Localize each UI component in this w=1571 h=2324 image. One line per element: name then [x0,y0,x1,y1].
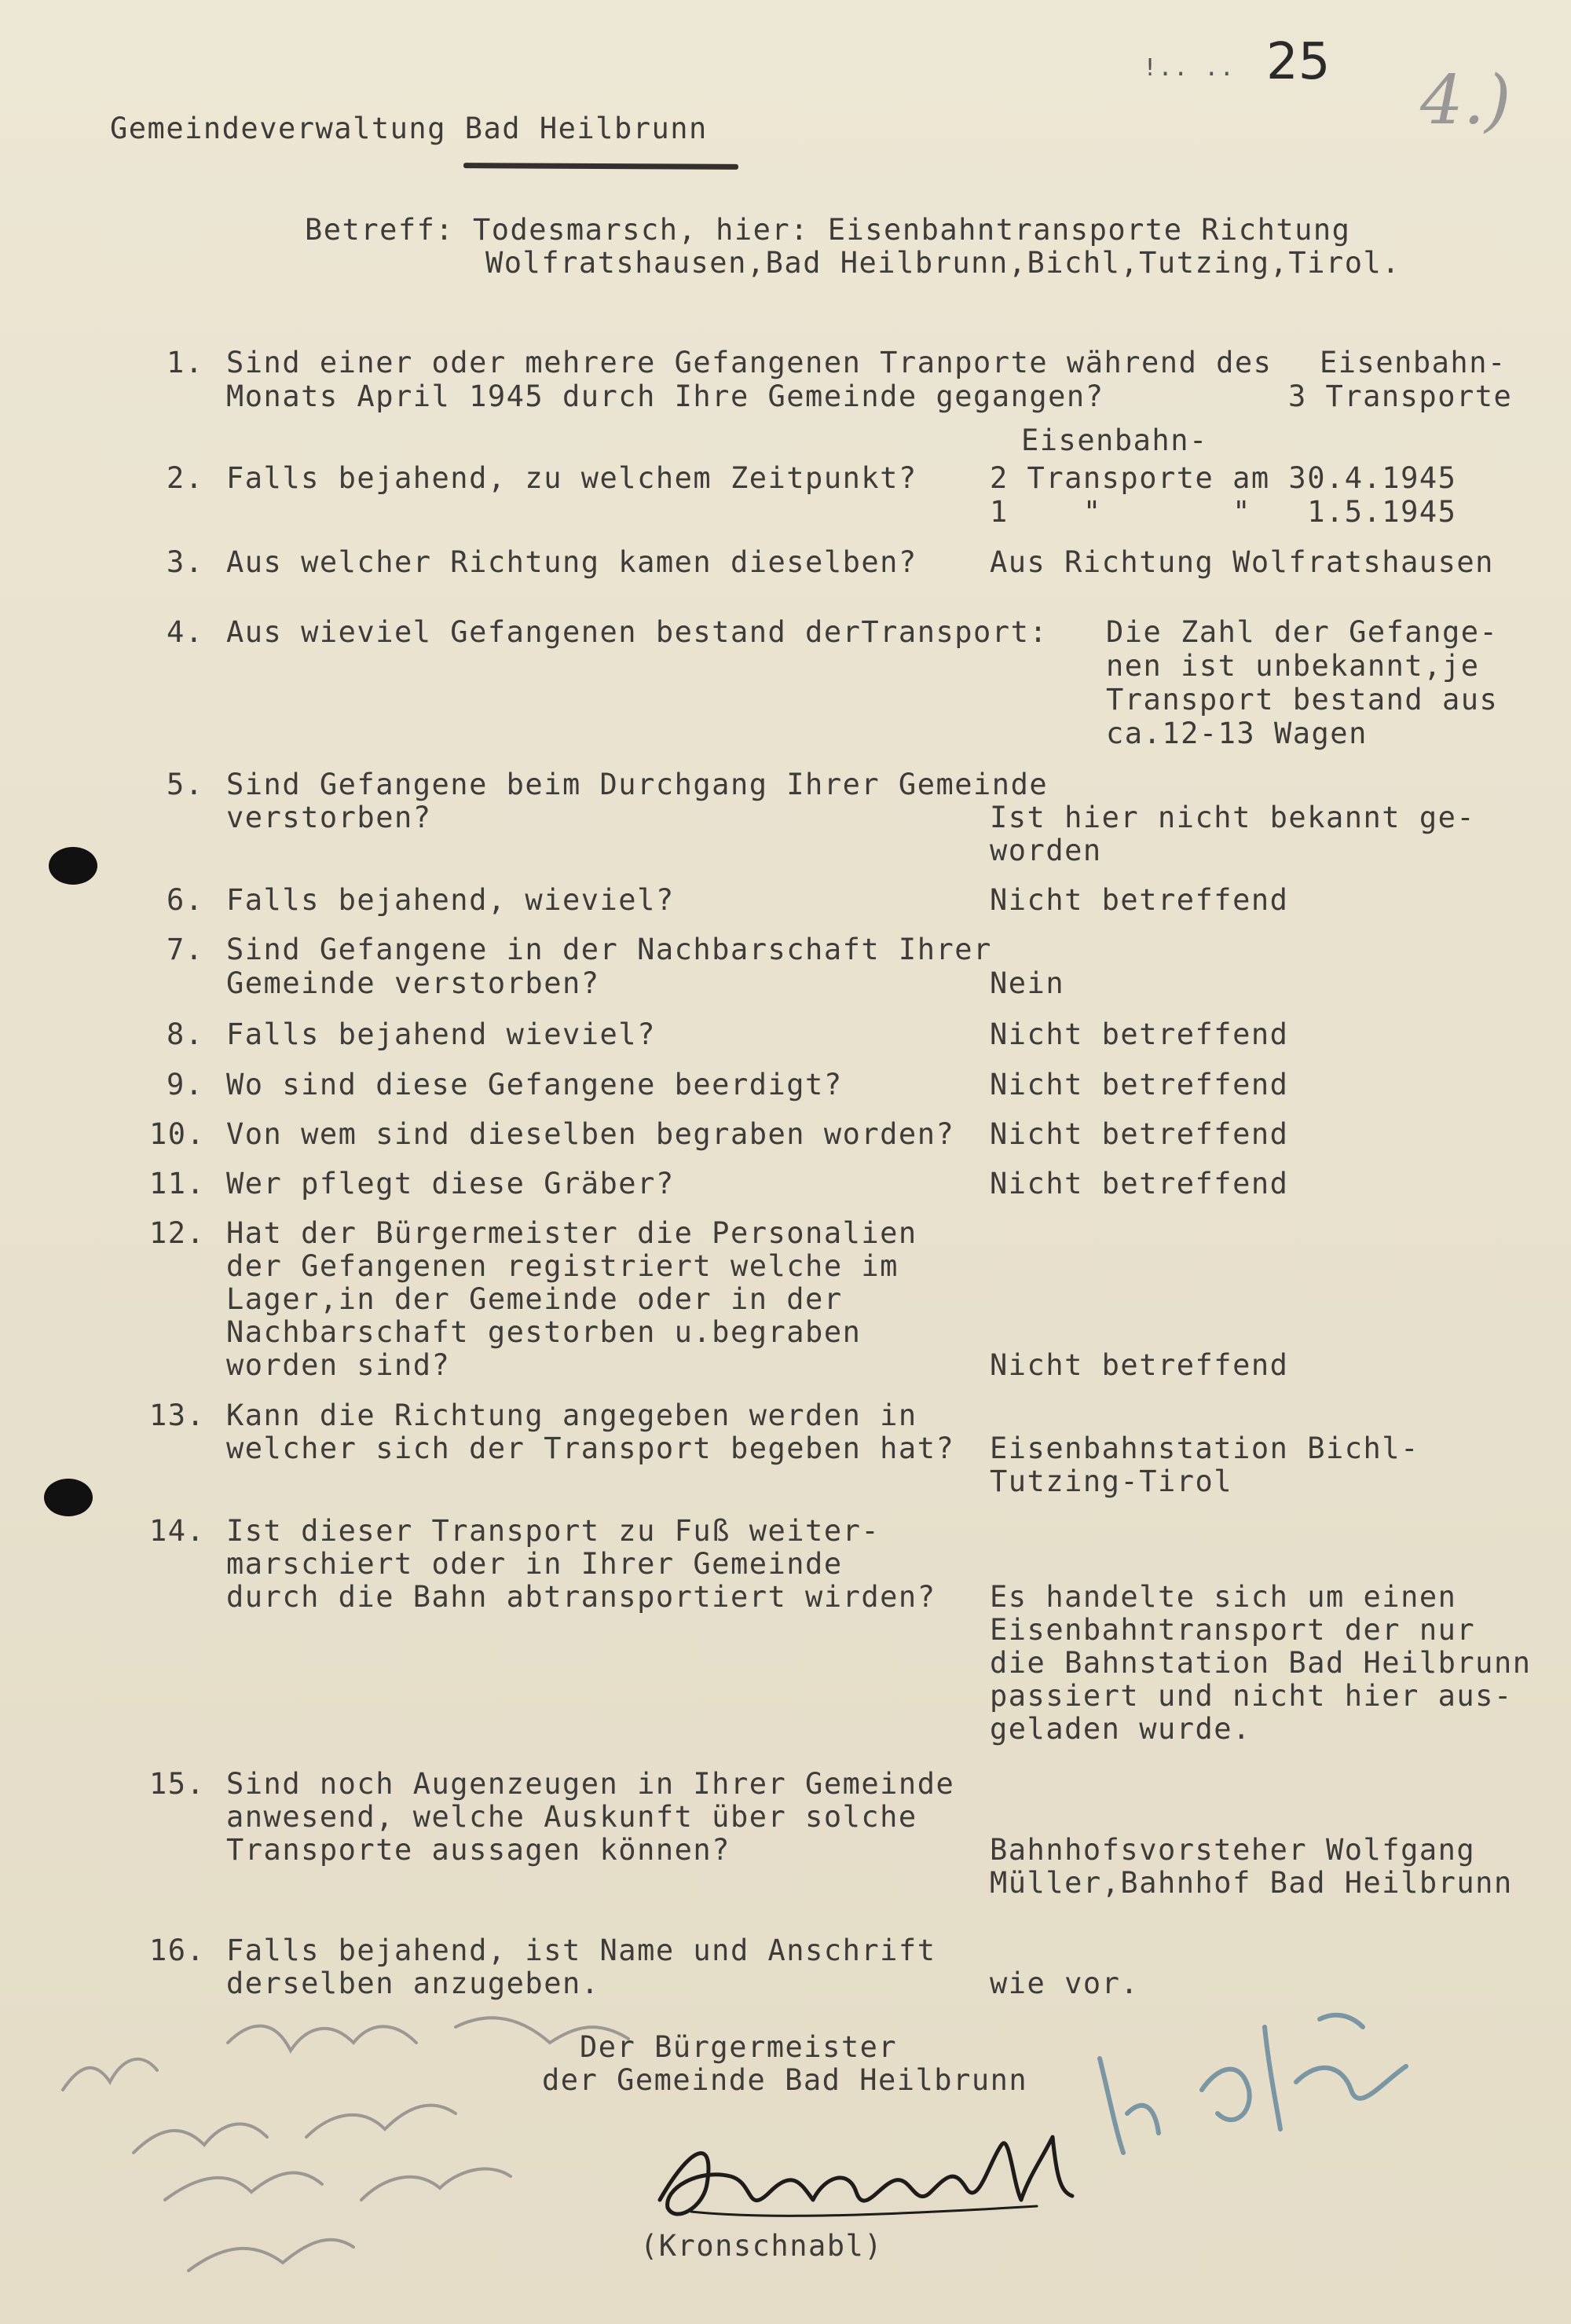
q5-answer-line-1: Ist hier nicht bekannt ge- [990,801,1476,834]
q12-answer: Nicht betreffend [990,1348,1289,1382]
q1-answer-line-2: 3 Transporte [1288,379,1513,413]
q6-question: Falls bejahend, wieviel? [226,883,675,917]
q4-answer-line-2: nen ist unbekannt,je [1106,649,1480,683]
q13-question-line-2: welcher sich der Transport begeben hat? [226,1431,955,1465]
q10-answer: Nicht betreffend [990,1117,1289,1151]
q6-answer: Nicht betreffend [990,883,1289,917]
pencil-scribbles [47,1996,691,2310]
q12-question-line-4: Nachbarschaft gestorben u.begraben [226,1315,862,1349]
q14-answer-line-2: Eisenbahntransport der nur [990,1613,1476,1647]
q10-number: 10. [149,1117,206,1151]
q4-answer-line-4: ca.12-13 Wagen [1106,717,1368,750]
q1-question-line-2: Monats April 1945 durch Ihre Gemeinde gegangen? [226,379,1104,413]
q11-number: 11. [149,1167,206,1200]
q2-number: 2. [167,461,204,495]
q3-answer: Aus Richtung Wolfratshausen [990,545,1494,579]
mayor-title-line-2: der Gemeinde Bad Heilbrunn [542,2063,1028,2097]
q2-answer-line-3: 1 " " 1.5.1945 [990,495,1457,529]
q13-number: 13. [149,1398,206,1432]
q3-number: 3. [167,545,204,579]
q11-question: Wer pflegt diese Gräber? [226,1167,675,1200]
q12-question-line-5: worden sind? [226,1348,451,1382]
q3-question: Aus welcher Richtung kamen dieselben? [226,545,917,579]
page-marks: !.. .. [1143,54,1236,82]
q2-question: Falls bejahend, zu welchem Zeitpunkt? [226,461,917,495]
q10-question: Von wem sind dieselben begraben worden? [226,1117,955,1151]
q9-answer: Nicht betreffend [990,1068,1289,1102]
q13-answer-line-2: Tutzing-Tirol [990,1464,1233,1498]
q4-answer-line-3: Transport bestand aus [1106,683,1499,717]
q12-question-line-1: Hat der Bürgermeister die Personalien [226,1216,917,1250]
q13-question-line-1: Kann die Richtung angegeben werden in [226,1398,917,1432]
q14-answer-line-5: geladen wurde. [990,1712,1251,1746]
authority-underline [463,163,738,170]
q5-number: 5. [167,768,204,801]
q7-answer: Nein [990,966,1065,1000]
q6-number: 6. [167,883,204,917]
punch-hole-bottom [44,1479,93,1516]
q16-question-line-1: Falls bejahend, ist Name und Anschrift [226,1934,936,1967]
mayor-name-typed: (Kronschnabl) [640,2229,884,2263]
q11-answer: Nicht betreffend [990,1167,1289,1200]
q15-question-line-3: Transporte aussagen können? [226,1833,731,1867]
q1-question-line-1: Sind einer oder mehrere Gefangenen Tranporte während des [226,346,1273,379]
q9-question: Wo sind diese Gefangene beerdigt? [226,1068,843,1102]
q14-question-line-3: durch die Bahn abtransportiert wirden? [226,1580,936,1614]
q7-question-line-2: Gemeinde verstorben? [226,966,600,1000]
q16-answer: wie vor. [990,1967,1140,2000]
q4-number: 4. [167,615,204,649]
q15-number: 15. [149,1767,206,1801]
q14-answer-line-1: Es handelte sich um einen [990,1580,1457,1614]
subject-line-1: Betreff: Todesmarsch, hier: Eisenbahntransporte Richtung [305,213,1351,247]
q15-question-line-1: Sind noch Augenzeugen in Ihrer Gemeinde [226,1767,955,1801]
page-number: 25 [1266,33,1331,91]
q9-number: 9. [167,1068,204,1102]
punch-hole-top [49,847,97,885]
q14-answer-line-4: passiert und nicht hier aus- [990,1679,1513,1713]
pencil-page-number: 4.) [1420,61,1511,140]
q14-question-line-1: Ist dieser Transport zu Fuß weiter- [226,1514,881,1548]
q8-answer: Nicht betreffend [990,1017,1289,1051]
mayor-title-line-1: Der Bürgermeister [580,2030,898,2064]
q16-number: 16. [149,1934,206,1967]
q15-answer-line-1: Bahnhofsvorsteher Wolfgang [990,1833,1476,1867]
q13-answer-line-1: Eisenbahnstation Bichl- [990,1431,1419,1465]
q4-question: Aus wieviel Gefangenen bestand derTransport: [226,615,1049,649]
q8-question: Falls bejahend wieviel? [226,1017,656,1051]
q8-number: 8. [167,1017,204,1051]
q4-answer-line-1: Die Zahl der Gefange- [1106,615,1499,649]
q7-question-line-1: Sind Gefangene in der Nachbarschaft Ihrer [226,933,992,966]
q1-answer-line-1: Eisenbahn- [1320,346,1507,379]
q7-number: 7. [167,933,204,966]
q12-number: 12. [149,1216,206,1250]
handwritten-signature [644,2113,1084,2239]
q14-answer-line-3: die Bahnstation Bad Heilbrunn [990,1646,1532,1680]
subject-line-2: Wolfratshausen,Bad Heilbrunn,Bichl,Tutzing,Tirol. [485,246,1401,280]
blue-crayon-annotation [1084,1996,1445,2168]
q2-answer-line-2: 2 Transporte am 30.4.1945 [990,461,1457,495]
q16-question-line-2: derselben anzugeben. [226,1967,600,2000]
q14-question-line-2: marschiert oder in Ihrer Gemeinde [226,1547,843,1581]
q12-question-line-2: der Gefangenen registriert welche im [226,1249,899,1283]
q12-question-line-3: Lager,in der Gemeinde oder in der [226,1282,843,1316]
q15-answer-line-2: Müller,Bahnhof Bad Heilbrunn [990,1866,1513,1900]
q5-question-line-1: Sind Gefangene beim Durchgang Ihrer Gemeinde [226,768,1049,801]
q14-number: 14. [149,1514,206,1548]
q2-answer-line-1: Eisenbahn- [1021,423,1208,457]
q5-question-line-2: verstorben? [226,801,432,834]
q15-question-line-2: anwesend, welche Auskunft über solche [226,1800,917,1834]
q5-answer-line-2: worden [990,834,1102,867]
q1-number: 1. [167,346,204,379]
issuing-authority: Gemeindeverwaltung Bad Heilbrunn [110,112,708,145]
